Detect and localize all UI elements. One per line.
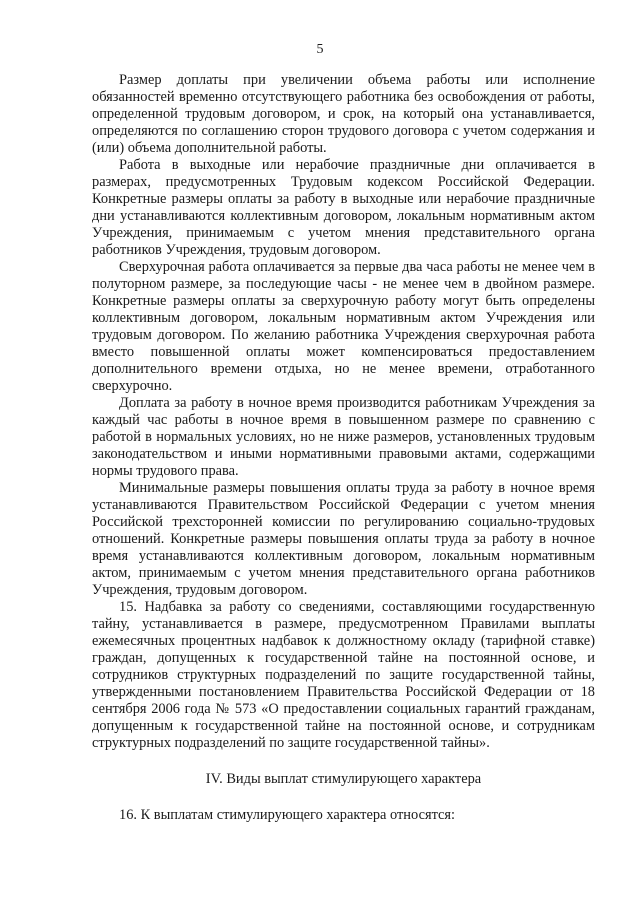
paragraph-night-work-pay: Доплата за работу в ночное время производится работникам Учреждения за каждый час работы в ночное время в повышенном размере по сравнению с работой в нормальных условиях, но не ниже размеров, установленных трудовым законодательством и иными нормативными правовыми актами, содержащими нормы трудового права. bbox=[92, 395, 595, 479]
paragraph-weekend-holiday-pay: Работа в выходные или нерабочие праздничные дни оплачивается в размерах, предусмотренных Трудовым кодексом Российской Федерации. Конкретные размеры оплаты за работу в выходные или нерабочие праздничные дни устанавливаются коллективным договором, локальным нормативным актом Учреждения, принимаемым с учетом мнения представительного органа работников Учреждения, трудовым договором. bbox=[92, 157, 595, 258]
page-number: 5 bbox=[316, 42, 324, 57]
paragraph-night-work-minimum: Минимальные размеры повышения оплаты труда за работу в ночное время устанавливаются Правительством Российской Федерации с учетом мнения Российской трехсторонней комиссии по регулированию социально-трудовых отношений. Конкретные размеры повышения оплаты труда за работу в ночное время устанавливаются коллективным договором, локальным нормативным актом, принимаемым с учетом мнения представительного органа работников Учреждения, трудовым договором. bbox=[92, 480, 595, 598]
paragraph-overtime-pay: Сверхурочная работа оплачивается за первые два часа работы не менее чем в полуторном размере, за последующие часы - не менее чем в двойном размере. Конкретные размеры оплаты за сверхурочную работу могут быть определены коллективным договором, локальным нормативным актом Учреждения или трудовым договором. По желанию работника Учреждения сверхурочная работа вместо повышенной оплаты может компенсироваться предоставлением дополнительного времени отдыха, но не менее времени, отработанного сверхурочно. bbox=[92, 259, 595, 394]
section-heading: IV. Виды выплат стимулирующего характера bbox=[205, 771, 482, 787]
document-body bbox=[92, 72, 595, 824]
paragraph-state-secret-allowance: 15. Надбавка за работу со сведениями, составляющими государственную тайну, устанавливается в размере, предусмотренном Правилами выплаты ежемесячных процентных надбавок к должностному окладу (тарифной ставке) граждан, допущенных к государственной тайне на постоянной основе, и сотрудников структурных подразделений по защите государственной тайны, утвержденными постановлением Правительства Российской Федерации от 18 сентября 2006 года № 573 «О предоставлении социальных гарантий гражданам, допущенным к государственной тайне на постоянной основе, и сотрудникам структурных подразделений по защите государственной тайны». bbox=[92, 599, 595, 751]
paragraph-incentive-payments: 16. К выплатам стимулирующего характера относятся: bbox=[119, 807, 456, 823]
paragraph-additional-work-pay: Размер доплаты при увеличении объема работы или исполнение обязанностей временно отсутствующего работника без освобождения от работы, определенной трудовым договором, и срок, на который она устанавливается, определяются по соглашению сторон трудового договора с учетом содержания и (или) объема дополнительной работы. bbox=[92, 72, 595, 156]
